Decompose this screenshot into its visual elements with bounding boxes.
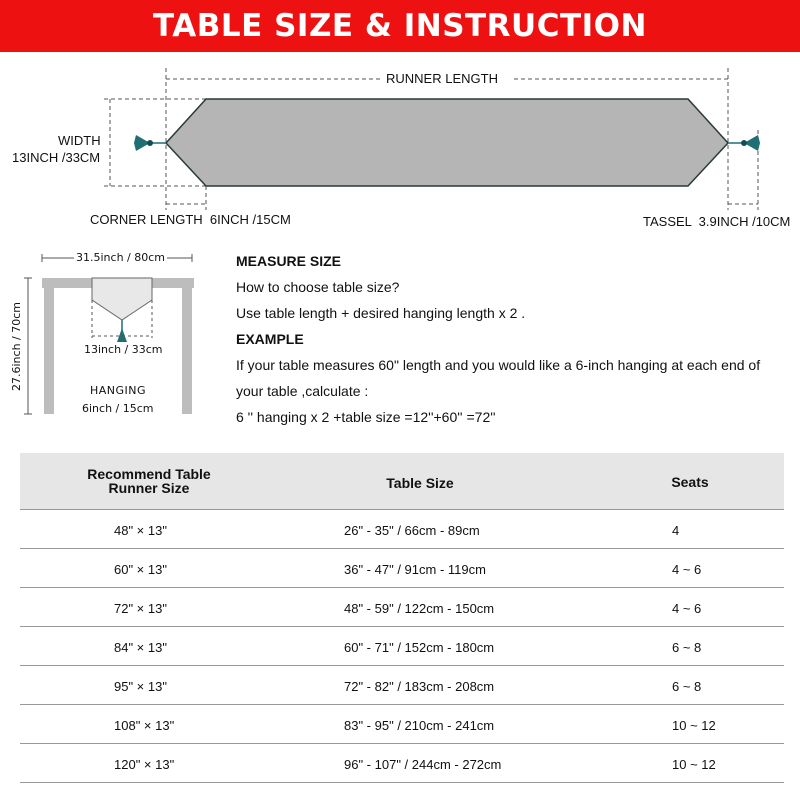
corner-length-label: CORNER LENGTH 6INCH /15CM xyxy=(90,212,291,227)
hanging-tassel-icon xyxy=(117,328,127,342)
runner-width-label: 13inch / 33cm xyxy=(84,343,163,356)
runner-size-cell: 60" × 13" xyxy=(114,562,167,577)
seats-cell: 4 ~ 6 xyxy=(672,601,702,616)
table-height-label: 27.6inch / 70cm xyxy=(10,302,23,391)
header-seats: Seats xyxy=(671,474,709,490)
seats-cell: 10 ~ 12 xyxy=(672,718,716,733)
table-header xyxy=(20,453,784,510)
table-row xyxy=(20,666,784,705)
header-runner-size: Recommend Table Runner Size xyxy=(87,466,211,496)
tassel-left-icon xyxy=(134,135,166,151)
example-line-1: If your table measures 60" length and you would like a 6-inch hanging at each end of xyxy=(236,357,761,373)
runner-size-cell: 95" × 13" xyxy=(114,679,167,694)
seats-cell: 10 ~ 12 xyxy=(672,757,716,772)
table-size-cell: 26" - 35" / 66cm - 89cm xyxy=(344,523,480,538)
seats-cell: 6 ~ 8 xyxy=(672,679,702,694)
runner-size-cell: 48" × 13" xyxy=(114,523,167,538)
header-table-size: Table Size xyxy=(386,475,454,491)
table-size-cell: 96" - 107" / 244cm - 272cm xyxy=(344,757,502,772)
width-value: 13INCH /33CM xyxy=(12,150,101,165)
hanging-value: 6inch / 15cm xyxy=(82,402,154,415)
runner-size-cell: 72" × 13" xyxy=(114,601,167,616)
title-banner xyxy=(0,0,800,52)
table-size-cell: 83" - 95" / 210cm - 241cm xyxy=(344,718,495,733)
runner-size-cell: 120" × 13" xyxy=(114,757,175,772)
table-size-cell: 48" - 59" / 122cm - 150cm xyxy=(344,601,495,616)
width-label: WIDTH xyxy=(58,133,101,148)
table-size-cell: 60" - 71" / 152cm - 180cm xyxy=(344,640,495,655)
tassel-right-icon xyxy=(728,135,760,151)
table-row xyxy=(20,744,784,783)
seats-cell: 4 xyxy=(672,523,680,538)
runner-length-label: RUNNER LENGTH xyxy=(386,71,498,86)
runner-shape xyxy=(166,99,728,186)
table-row xyxy=(20,705,784,744)
runner-size-cell: 108" × 13" xyxy=(114,718,175,733)
measure-question: How to choose table size? xyxy=(236,279,400,295)
hanging-runner xyxy=(92,278,152,320)
size-table xyxy=(20,453,784,783)
tassel-length-label: TASSEL 3.9INCH /10CM xyxy=(643,214,791,229)
table-row xyxy=(20,588,784,627)
measure-instructions xyxy=(236,248,796,430)
measure-rule: Use table length + desired hanging length x 2 . xyxy=(236,305,526,321)
seats-cell: 4 ~ 6 xyxy=(672,562,702,577)
example-title: EXAMPLE xyxy=(236,331,304,347)
table-width-label: 31.5inch / 80cm xyxy=(76,251,165,264)
hanging-label: HANGING xyxy=(90,384,147,397)
table-size-cell: 36" - 47" / 91cm - 119cm xyxy=(344,562,486,577)
table-row xyxy=(20,627,784,666)
example-line-2: your table ,calculate : xyxy=(236,383,369,399)
table-row xyxy=(20,510,784,549)
seats-cell: 6 ~ 8 xyxy=(672,640,702,655)
table-size-cell: 72" - 82" / 183cm - 208cm xyxy=(344,679,495,694)
runner-size-cell: 84" × 13" xyxy=(114,640,167,655)
table-row xyxy=(20,549,784,588)
example-line-3: 6 '' hanging x 2 +table size =12''+60'' =72'' xyxy=(236,409,496,425)
measure-title: MEASURE SIZE xyxy=(236,253,342,269)
page-title: TABLE SIZE & INSTRUCTION xyxy=(153,8,647,44)
